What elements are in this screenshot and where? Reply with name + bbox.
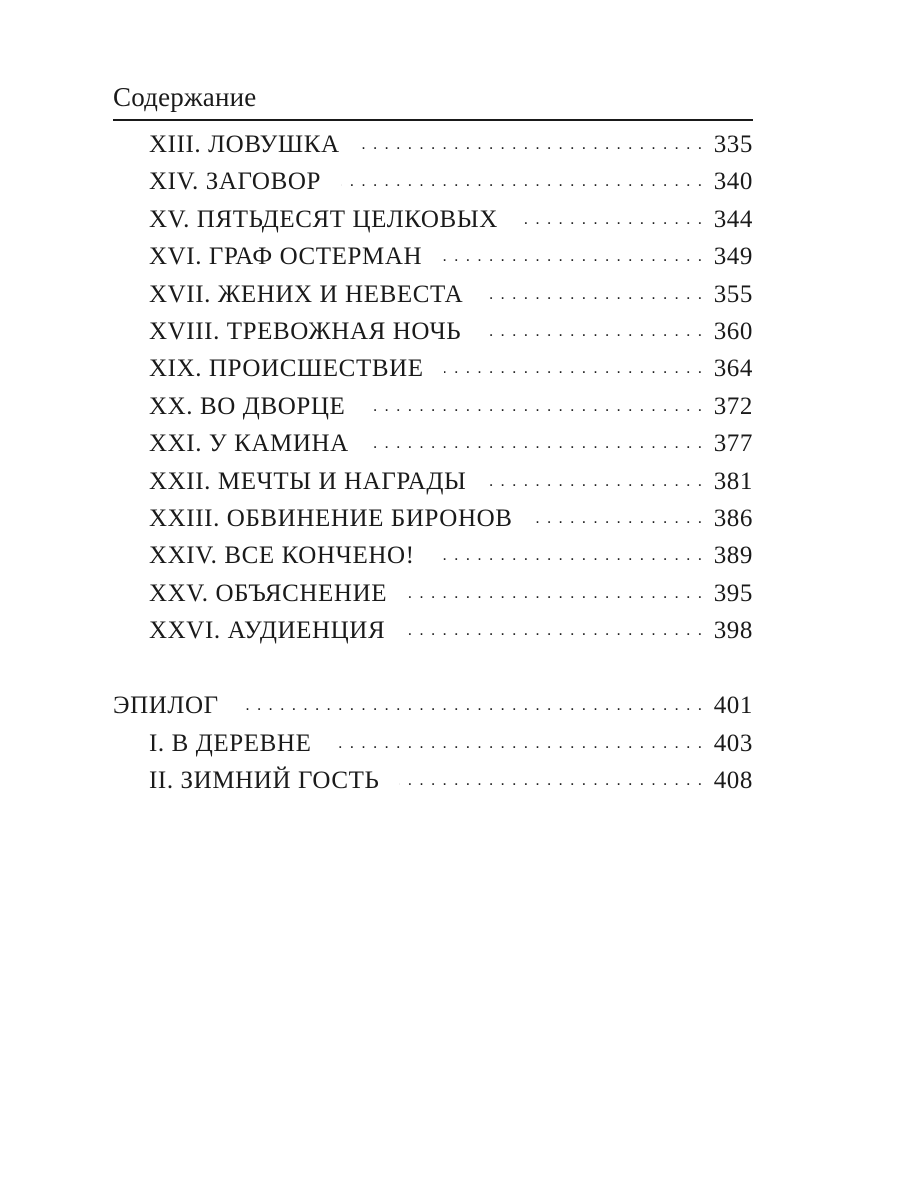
toc-entry (113, 243, 753, 280)
toc-entry-page: 395 (713, 579, 753, 607)
toc-entry-title: XIV. ЗАГОВОР (149, 168, 322, 196)
toc-chapter-list (113, 131, 753, 654)
dot-leader (533, 506, 704, 526)
toc-entry (113, 617, 753, 654)
dot-leader (444, 356, 704, 376)
toc-entry (113, 355, 753, 392)
toc-entry-epilogue (113, 692, 753, 729)
toc-entry-page: 389 (713, 542, 753, 570)
toc-entry-page: 377 (713, 430, 753, 458)
toc-entry (113, 281, 753, 318)
toc-entry-title: XXV. ОБЪЯСНЕНИЕ (149, 579, 388, 607)
toc-entry (113, 318, 753, 355)
dot-leader (435, 543, 704, 563)
toc-entry-page: 355 (713, 280, 753, 308)
toc-entry-page: 401 (713, 692, 753, 720)
toc-entry-page: 364 (713, 355, 753, 383)
toc-epilogue-list (113, 730, 753, 805)
toc-entry-page: 344 (713, 205, 753, 233)
toc-entry-title: XXIV. ВСЕ КОНЧЕНО! (149, 542, 415, 570)
toc-entry-page: 403 (713, 729, 753, 757)
dot-leader (369, 431, 704, 451)
dot-leader (518, 207, 704, 227)
dot-leader (442, 244, 703, 264)
toc-entry-title: XV. ПЯТЬДЕСЯТ ЦЕЛКОВЫХ (149, 205, 498, 233)
toc-entry-page: 340 (713, 168, 753, 196)
toc-entry-title: ЭПИЛОГ (113, 692, 219, 720)
dot-leader (405, 618, 703, 638)
toc-entry (113, 505, 753, 542)
toc-entry-title: XX. ВО ДВОРЦЕ (149, 392, 346, 420)
toc-entry-title: XVIII. ТРЕВОЖНАЯ НОЧЬ (149, 317, 462, 345)
toc-entry-page: 398 (713, 617, 753, 645)
dot-leader (399, 768, 703, 788)
toc-entry-title: XXI. У КАМИНА (149, 430, 349, 458)
toc-entry-page: 386 (713, 504, 753, 532)
toc-entry-title: XXII. МЕЧТЫ И НАГРАДЫ (149, 467, 467, 495)
toc-entry-page: 372 (713, 392, 753, 420)
toc-entry (113, 131, 753, 168)
toc-entry (113, 580, 753, 617)
toc-entry-page: 360 (713, 317, 753, 345)
toc-entry-title: XXIII. ОБВИНЕНИЕ БИРОНОВ (149, 504, 513, 532)
toc-entry-title: I. В ДЕРЕВНЕ (149, 729, 312, 757)
toc-entry-title: II. ЗИМНИЙ ГОСТЬ (149, 767, 380, 795)
dot-leader (331, 731, 703, 751)
toc-entry (113, 430, 753, 467)
toc-entry (113, 542, 753, 579)
toc-entry-page: 349 (713, 243, 753, 271)
toc-entry-page: 408 (713, 767, 753, 795)
dot-leader (360, 132, 704, 152)
toc-entry (113, 206, 753, 243)
toc-epilogue-section (113, 692, 753, 804)
dot-leader (365, 394, 703, 414)
toc-entry (113, 730, 753, 767)
toc-entry-title: XVI. ГРАФ ОСТЕРМАН (149, 243, 423, 271)
toc-entry (113, 393, 753, 430)
toc-entry-title: XIII. ЛОВУШКА (149, 131, 340, 158)
table-of-contents (113, 131, 753, 805)
dot-leader (483, 282, 703, 302)
header-rule (113, 119, 753, 121)
running-head: Содержание (113, 82, 257, 112)
dot-leader (407, 581, 704, 601)
dot-leader (481, 319, 703, 339)
toc-entry (113, 468, 753, 505)
toc-entry (113, 767, 753, 804)
dot-leader (239, 693, 704, 713)
dot-leader (486, 469, 703, 489)
toc-entry-title: XIX. ПРОИСШЕСТВИЕ (149, 355, 424, 383)
toc-entry-page: 381 (713, 467, 753, 495)
dot-leader (341, 169, 704, 189)
toc-entry (113, 168, 753, 205)
toc-entry-title: XXVI. АУДИЕНЦИЯ (149, 617, 386, 645)
toc-entry-page: 335 (713, 131, 753, 158)
toc-entry-title: XVII. ЖЕНИХ И НЕВЕСТА (149, 280, 464, 308)
